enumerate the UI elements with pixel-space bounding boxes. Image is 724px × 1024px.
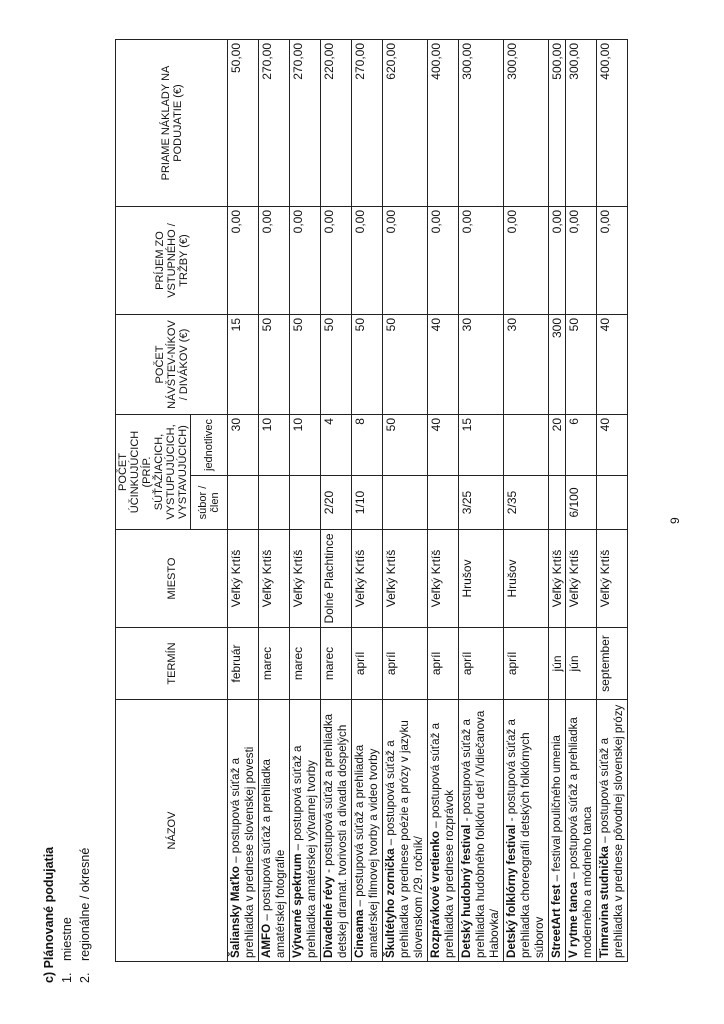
cell-costs: 620,00 bbox=[383, 40, 428, 207]
cell-place: Hrušov bbox=[459, 530, 504, 628]
cell-costs: 400,00 bbox=[597, 40, 628, 207]
cell-individual: 20 bbox=[549, 415, 566, 476]
table-row bbox=[290, 40, 321, 962]
page-number: 9 bbox=[668, 517, 682, 524]
cell-term: marec bbox=[321, 628, 352, 700]
event-title: Rozprávkové vretienko bbox=[429, 831, 442, 958]
cell-visitors: 30 bbox=[504, 315, 549, 415]
table-row bbox=[228, 40, 259, 962]
cell-costs: 500,00 bbox=[549, 40, 566, 207]
cell-individual: 15 bbox=[459, 415, 504, 476]
table-row bbox=[504, 40, 549, 962]
cell-ensemble bbox=[549, 476, 566, 530]
cell-costs: 50,00 bbox=[228, 40, 259, 207]
col-name-header: NÁZOV bbox=[116, 700, 228, 962]
event-title: Timravina studnička bbox=[598, 846, 611, 958]
table-row bbox=[597, 40, 628, 962]
cell-place: Dolné Plachtince bbox=[321, 530, 352, 628]
cell-name bbox=[566, 700, 597, 962]
table-row bbox=[259, 40, 290, 962]
cell-place: Veľký Krtíš bbox=[549, 530, 566, 628]
cell-name bbox=[428, 700, 459, 962]
cell-income: 0,00 bbox=[428, 207, 459, 315]
cell-individual: 50 bbox=[383, 415, 428, 476]
event-title: AMFO bbox=[260, 923, 273, 958]
cell-place: Veľký Krtíš bbox=[352, 530, 383, 628]
cell-costs: 270,00 bbox=[352, 40, 383, 207]
heading-item-text: regionálne / okresné bbox=[78, 847, 92, 961]
heading-item-text: miestne bbox=[60, 917, 74, 961]
events-table bbox=[115, 39, 628, 962]
heading-item: 2.regionálne / okresné bbox=[78, 847, 92, 983]
cell-income: 0,00 bbox=[321, 207, 352, 315]
event-title: V rytme tanca bbox=[567, 881, 580, 958]
event-title: Výtvarné spektrum bbox=[291, 853, 304, 958]
cell-term: september bbox=[597, 628, 628, 700]
col-term-header: TERMÍN bbox=[116, 628, 228, 700]
table-row bbox=[352, 40, 383, 962]
cell-name bbox=[504, 700, 549, 962]
cell-place: Veľký Krtíš bbox=[228, 530, 259, 628]
col-income-header: PRÍJEM ZO VSTUPNÉHO / TRŽBY (€) bbox=[116, 207, 228, 315]
cell-individual: 8 bbox=[352, 415, 383, 476]
col-visitors-header: POČET NÁVŠTEV-NÍKOV / DIVÁKOV (€) bbox=[116, 315, 228, 415]
cell-term: jún bbox=[566, 628, 597, 700]
cell-place: Veľký Krtíš bbox=[566, 530, 597, 628]
event-description: – postupová súťaž a prehliadka v prednese slovenskej povesti bbox=[229, 746, 256, 958]
event-description: – postupová súťaž a prehliadka amatérskej filmovej tvorby a video tvorby bbox=[353, 744, 380, 958]
cell-name bbox=[290, 700, 321, 962]
event-title: Škultétyho zornička bbox=[384, 848, 397, 958]
cell-term: apríl bbox=[352, 628, 383, 700]
table-row bbox=[383, 40, 428, 962]
section-heading bbox=[40, 847, 94, 983]
cell-place: Veľký Krtíš bbox=[259, 530, 290, 628]
cell-visitors: 30 bbox=[459, 315, 504, 415]
col-ensemble-header: súbor / člen bbox=[191, 476, 228, 530]
cell-place: Veľký Krtíš bbox=[428, 530, 459, 628]
table-row bbox=[566, 40, 597, 962]
cell-term: jún bbox=[549, 628, 566, 700]
cell-term: apríl bbox=[383, 628, 428, 700]
cell-income: 0,00 bbox=[549, 207, 566, 315]
cell-individual: 10 bbox=[259, 415, 290, 476]
cell-ensemble: 2/20 bbox=[321, 476, 352, 530]
event-title: Cineama bbox=[353, 909, 366, 958]
cell-ensemble bbox=[428, 476, 459, 530]
cell-individual: 4 bbox=[321, 415, 352, 476]
cell-place: Hrušov bbox=[504, 530, 549, 628]
event-description: – postupová súťaž a prehliadka v prednese pôvodnej slovenskej prózy bbox=[598, 704, 625, 958]
heading-item: 1.miestne bbox=[60, 917, 74, 983]
event-description: – postupová súťaž a prehliadka amatérskej výtvarnej tvorby bbox=[291, 745, 318, 958]
cell-term: február bbox=[228, 628, 259, 700]
section-title: c) Plánované podujatia bbox=[42, 846, 56, 983]
event-title: Detský hudobný festival bbox=[460, 824, 473, 958]
cell-individual: 10 bbox=[290, 415, 321, 476]
table-row bbox=[459, 40, 504, 962]
event-description: – postupová súťaž a prehliadka moderného a módneho tanca bbox=[567, 717, 594, 958]
cell-place: Veľký Krtíš bbox=[290, 530, 321, 628]
cell-visitors: 15 bbox=[228, 315, 259, 415]
cell-name bbox=[549, 700, 566, 962]
cell-income: 0,00 bbox=[459, 207, 504, 315]
cell-individual: 30 bbox=[228, 415, 259, 476]
cell-costs: 220,00 bbox=[321, 40, 352, 207]
cell-term: apríl bbox=[459, 628, 504, 700]
cell-income: 0,00 bbox=[566, 207, 597, 315]
cell-name bbox=[459, 700, 504, 962]
cell-ensemble: 1/10 bbox=[352, 476, 383, 530]
cell-visitors: 50 bbox=[290, 315, 321, 415]
event-description: - postupová súťaž a prehliadka hudobného folklóru detí /Vidiečanova Habovka/ bbox=[460, 710, 501, 958]
cell-term: marec bbox=[290, 628, 321, 700]
event-title: Detský folklórny festival bbox=[505, 824, 518, 958]
cell-visitors: 50 bbox=[566, 315, 597, 415]
cell-name bbox=[259, 700, 290, 962]
cell-income: 0,00 bbox=[290, 207, 321, 315]
cell-ensemble bbox=[597, 476, 628, 530]
cell-ensemble: 3/25 bbox=[459, 476, 504, 530]
cell-ensemble bbox=[290, 476, 321, 530]
cell-name bbox=[228, 700, 259, 962]
cell-income: 0,00 bbox=[228, 207, 259, 315]
cell-ensemble bbox=[383, 476, 428, 530]
cell-visitors: 50 bbox=[321, 315, 352, 415]
cell-costs: 300,00 bbox=[504, 40, 549, 207]
event-title: StreetArt fest bbox=[550, 884, 563, 958]
cell-ensemble bbox=[259, 476, 290, 530]
event-title: Šaliansky Maťko bbox=[229, 866, 242, 958]
cell-individual bbox=[504, 415, 549, 476]
cell-name bbox=[597, 700, 628, 962]
cell-costs: 270,00 bbox=[290, 40, 321, 207]
cell-name bbox=[321, 700, 352, 962]
cell-income: 0,00 bbox=[597, 207, 628, 315]
event-description: – postupová súťaž a prehliadka v prednese rozprávok bbox=[429, 722, 456, 958]
col-individual-header: jednotlivec bbox=[191, 415, 228, 476]
cell-income: 0,00 bbox=[504, 207, 549, 315]
event-description: – festival pouličného umenia bbox=[550, 735, 563, 885]
cell-visitors: 50 bbox=[352, 315, 383, 415]
cell-place: Veľký Krtíš bbox=[383, 530, 428, 628]
event-description: - postupová súťaž a prehliadka choreografií detských folklórnych súborov bbox=[505, 719, 546, 958]
cell-visitors: 40 bbox=[428, 315, 459, 415]
event-description: - postupová súťaž a prehliadka detskej dramat. tvorivosti a divadla dospelých bbox=[322, 713, 349, 958]
cell-costs: 300,00 bbox=[459, 40, 504, 207]
table-row bbox=[321, 40, 352, 962]
cell-costs: 270,00 bbox=[259, 40, 290, 207]
cell-name bbox=[352, 700, 383, 962]
cell-income: 0,00 bbox=[383, 207, 428, 315]
cell-place: Veľký Krtíš bbox=[597, 530, 628, 628]
cell-ensemble bbox=[228, 476, 259, 530]
cell-income: 0,00 bbox=[259, 207, 290, 315]
col-place-header: MIESTO bbox=[116, 530, 228, 628]
cell-visitors: 50 bbox=[259, 315, 290, 415]
cell-costs: 300,00 bbox=[566, 40, 597, 207]
cell-individual: 40 bbox=[428, 415, 459, 476]
col-costs-header: PRIAME NÁKLADY NA PODUJATIE (€) bbox=[116, 40, 228, 207]
table-row bbox=[428, 40, 459, 962]
cell-costs: 400,00 bbox=[428, 40, 459, 207]
col-participants-header: POČET ÚČINKUJÚCICH (PRÍP. SÚŤAŽIACICH, VYSTUPUJÚCICH, VYSTAVUJÚCICH) bbox=[116, 415, 191, 530]
cell-income: 0,00 bbox=[352, 207, 383, 315]
cell-name bbox=[383, 700, 428, 962]
cell-term: apríl bbox=[428, 628, 459, 700]
cell-visitors: 300 bbox=[549, 315, 566, 415]
event-title: Divadelné révy bbox=[322, 876, 335, 958]
table-row bbox=[549, 40, 566, 962]
cell-term: marec bbox=[259, 628, 290, 700]
cell-individual: 6 bbox=[566, 415, 597, 476]
event-description: – postupová súťaž a prehliadka v prednese poézie a prózy v jazyku slovenskom /29. ročník/ bbox=[384, 720, 425, 958]
cell-individual: 40 bbox=[597, 415, 628, 476]
cell-visitors: 50 bbox=[383, 315, 428, 415]
cell-term: apríl bbox=[504, 628, 549, 700]
event-description: – postupová súťaž a prehliadka amatérskej fotografie bbox=[260, 759, 287, 958]
cell-ensemble: 6/100 bbox=[566, 476, 597, 530]
cell-ensemble: 2/35 bbox=[504, 476, 549, 530]
cell-visitors: 40 bbox=[597, 315, 628, 415]
